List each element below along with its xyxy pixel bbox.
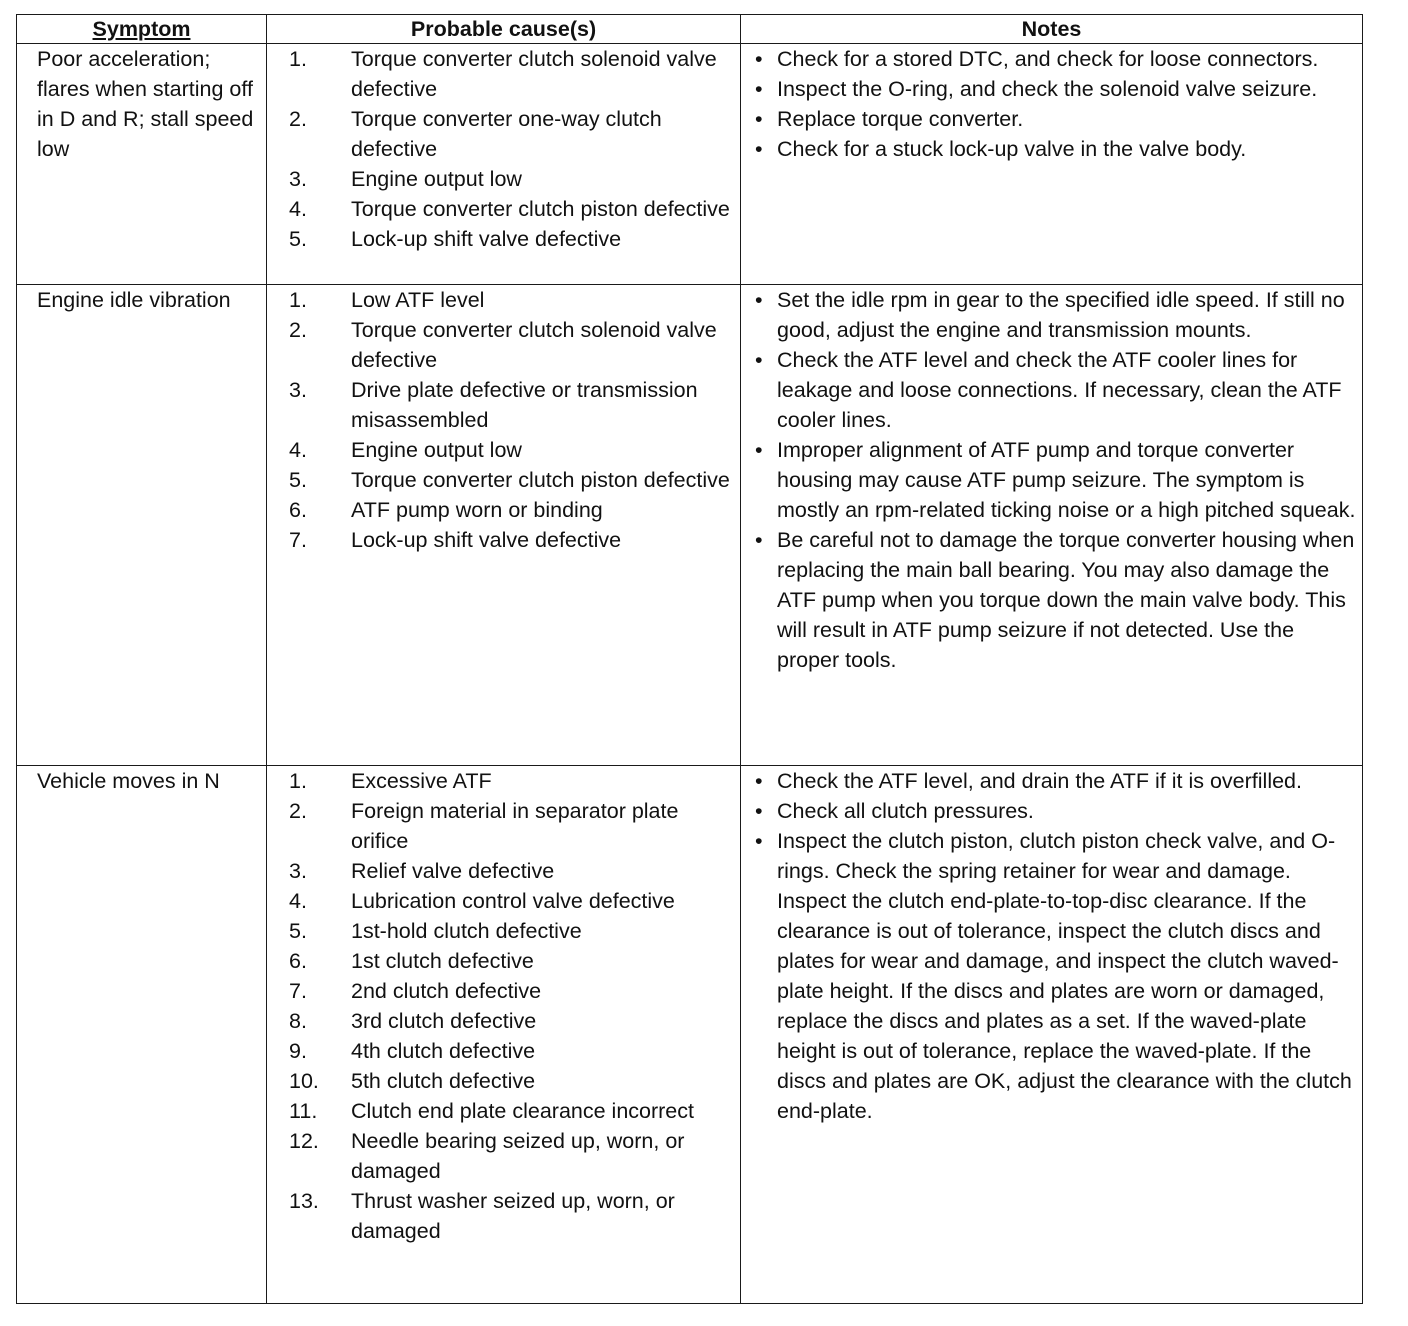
cause-number: 5. [289,468,307,492]
cause-item [289,796,736,856]
bullet-icon: • [755,288,763,312]
cause-item [289,44,736,104]
cause-text: Torque converter clutch piston defective [351,468,730,492]
cause-number: 7. [289,528,307,552]
cause-text: Torque converter one-way clutch defective [351,107,662,161]
cause-number: 9. [289,1039,307,1063]
cause-text: 4th clutch defective [351,1039,536,1063]
cause-item [289,946,736,976]
cause-number: 4. [289,438,307,462]
table-row [17,285,1363,766]
note-text: Inspect the clutch piston, clutch piston check valve, and O-rings. Check the spring retainer for wear and damage. Inspect the clutch end-plate-to-top-disc clearance. If the clearance is out of tolerance, inspect the clutch discs and plates for wear and damage, and inspect the clutch waved-plate height. If the discs and plates are worn or damaged, replace the discs and plates as a set. If the waved-plate height is out of tolerance, replace the waved-plate. If the discs and plates are OK, adjust the clearance with the clutch end-plate. [777,829,1352,1123]
cause-number: 1. [289,288,307,312]
bullet-icon: • [755,769,763,793]
cause-item [289,194,736,224]
note-item [755,44,1356,74]
symptom-cell: Engine idle vibration [17,285,267,766]
cause-item [289,886,736,916]
cause-item [289,285,736,315]
causes-list [289,285,736,555]
cause-item [289,916,736,946]
header-notes: Notes [741,15,1363,44]
cause-number: 2. [289,799,307,823]
cause-number: 10. [289,1069,319,1093]
cause-text: Engine output low [351,438,522,462]
symptom-cell: Poor acceleration; flares when starting off in D and R; stall speed low [17,44,267,285]
cause-text: Lubrication control valve defective [351,889,675,913]
note-item [755,435,1356,525]
note-item [755,74,1356,104]
header-symptom: Symptom [17,15,267,44]
cause-number: 13. [289,1189,319,1213]
table-row [17,766,1363,1304]
cause-number: 3. [289,859,307,883]
cause-item [289,435,736,465]
note-item [755,285,1356,345]
bullet-icon: • [755,348,763,372]
cause-text: 5th clutch defective [351,1069,536,1093]
cause-item [289,1096,736,1126]
cause-text: Needle bearing seized up, worn, or damaged [351,1129,685,1183]
cause-item [289,1186,736,1246]
cause-item [289,525,736,555]
table-header-row [17,15,1363,44]
cause-item [289,495,736,525]
note-text: Check all clutch pressures. [777,799,1034,823]
bullet-icon: • [755,77,763,101]
note-item [755,525,1356,675]
cause-number: 4. [289,197,307,221]
table-body [17,44,1363,1304]
note-item [755,796,1356,826]
cause-number: 4. [289,889,307,913]
cause-item [289,1006,736,1036]
bullet-icon: • [755,799,763,823]
cause-item [289,1126,736,1186]
cause-item [289,104,736,164]
cause-number: 2. [289,318,307,342]
causes-list [289,766,736,1246]
cause-item [289,465,736,495]
notes-list [755,285,1356,675]
note-text: Check the ATF level, and drain the ATF if it is overfilled. [777,769,1302,793]
cause-item [289,1036,736,1066]
cause-number: 1. [289,47,307,71]
cause-item [289,375,736,435]
note-item [755,826,1356,1126]
causes-cell [267,285,741,766]
cause-text: Torque converter clutch solenoid valve defective [351,47,717,101]
bullet-icon: • [755,47,763,71]
cause-text: Torque converter clutch piston defective [351,197,730,221]
cause-number: 5. [289,227,307,251]
table-row [17,44,1363,285]
cause-text: 2nd clutch defective [351,979,542,1003]
cause-number: 6. [289,949,307,973]
note-item [755,104,1356,134]
cause-text: Lock-up shift valve defective [351,528,622,552]
cause-number: 12. [289,1129,319,1153]
cause-item [289,315,736,375]
cause-text: 1st clutch defective [351,949,534,973]
cause-number: 7. [289,979,307,1003]
note-text: Check for a stored DTC, and check for loose connectors. [777,47,1319,71]
notes-cell [741,766,1363,1304]
cause-number: 3. [289,378,307,402]
cause-text: Clutch end plate clearance incorrect [351,1099,694,1123]
cause-number: 8. [289,1009,307,1033]
cause-text: Relief valve defective [351,859,555,883]
cause-text: Thrust washer seized up, worn, or damaged [351,1189,675,1243]
causes-list [289,44,736,254]
note-text: Replace torque converter. [777,107,1024,131]
note-item [755,134,1356,164]
notes-list [755,44,1356,164]
cause-text: Drive plate defective or transmission misassembled [351,378,698,432]
cause-item [289,1066,736,1096]
note-text: Be careful not to damage the torque converter housing when replacing the main ball bearing. You may also damage the ATF pump when you torque down the main valve body. This will result in ATF pump seizure if not detected. Use the proper tools. [777,528,1355,672]
header-probable-causes: Probable cause(s) [267,15,741,44]
cause-item [289,164,736,194]
cause-number: 1. [289,769,307,793]
note-text: Check the ATF level and check the ATF cooler lines for leakage and loose connections. If necessary, clean the ATF cooler lines. [777,348,1342,432]
cause-text: 1st-hold clutch defective [351,919,582,943]
bullet-icon: • [755,528,763,552]
notes-cell [741,44,1363,285]
cause-number: 3. [289,167,307,191]
cause-number: 11. [289,1099,318,1123]
cause-number: 5. [289,919,307,943]
cause-text: Engine output low [351,167,522,191]
bullet-icon: • [755,829,763,853]
notes-list [755,766,1356,1126]
cause-item [289,224,736,254]
note-text: Improper alignment of ATF pump and torque converter housing may cause ATF pump seizure. The symptom is mostly an rpm-related ticking noise or a high pitched squeak. [777,438,1356,522]
cause-text: Excessive ATF [351,769,492,793]
cause-text: Low ATF level [351,288,485,312]
cause-item [289,766,736,796]
note-item [755,345,1356,435]
bullet-icon: • [755,107,763,131]
bullet-icon: • [755,438,763,462]
cause-text: Foreign material in separator plate orifice [351,799,679,853]
cause-text: Lock-up shift valve defective [351,227,622,251]
cause-number: 2. [289,107,307,131]
troubleshooting-table [16,14,1363,1304]
note-text: Check for a stuck lock-up valve in the valve body. [777,137,1247,161]
troubleshooting-page [16,14,1362,1304]
cause-item [289,856,736,886]
notes-cell [741,285,1363,766]
cause-text: ATF pump worn or binding [351,498,603,522]
symptom-cell: Vehicle moves in N [17,766,267,1304]
bullet-icon: • [755,137,763,161]
causes-cell [267,766,741,1304]
note-text: Set the idle rpm in gear to the specified idle speed. If still no good, adjust the engine and transmission mounts. [777,288,1345,342]
cause-item [289,976,736,1006]
note-item [755,766,1356,796]
cause-text: Torque converter clutch solenoid valve defective [351,318,717,372]
cause-number: 6. [289,498,307,522]
causes-cell [267,44,741,285]
note-text: Inspect the O-ring, and check the solenoid valve seizure. [777,77,1318,101]
cause-text: 3rd clutch defective [351,1009,537,1033]
